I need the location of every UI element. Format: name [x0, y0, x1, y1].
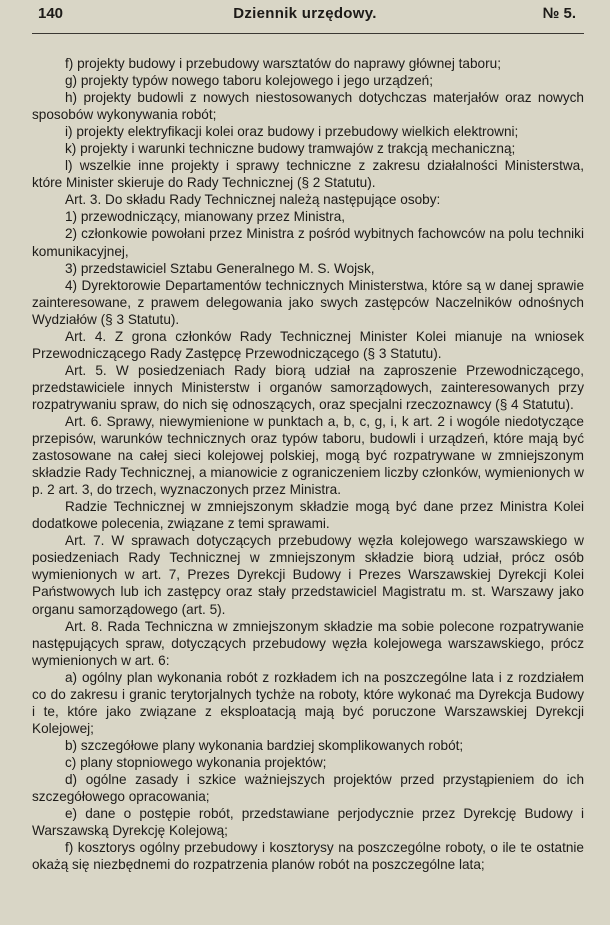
paragraph: 4) Dyrektorowie Departamentów technicznych Ministerstwa, które są w danej sprawie zainteresowane, z prawem delegowania jako swych zastępców Naczelników odnośnych Wydziałów (§ 3 Statutu). [32, 277, 584, 327]
paragraph: 3) przedstawiciel Sztabu Generalnego M. S. Wojsk, [65, 260, 375, 276]
article-heading: Art. 3. Do składu Rady Technicznej należą następujące osoby: [65, 192, 441, 208]
paragraph: a) ogólny plan wykonania robót z rozkładem ich na poszczególne lata i z rozdziałem co do zakresu i granic terytorjalnych tychże na roboty, które wykonać ma Dyrekcja Budowy i te, które jako związane z eksploatacją mają być poruczone Warszawskiej Dyrekcji Kolejowej; [32, 669, 584, 736]
issue-number: № 5. [542, 5, 576, 22]
paragraph: k) projekty i warunki techniczne budowy tramwajów z trakcją mechaniczną; [65, 141, 516, 157]
article-paragraph: Art. 7. W sprawach dotyczących przebudowy węzła kolejowego warszawskiego w posiedzeniach Rady Technicznej w zmniejszonym składzie biorą udział, prócz osób wymienionych w art. 7, Prezes Dyrekcji Budowy i Prezes Warszawskiej Dyrekcji Kolei Państwowych lub ich zastępcy oraz stały przedstawiciel Magistratu m. st. Warszawy jako organu samorządowego (art. 5). [32, 533, 584, 617]
paragraph: e) dane o postępie robót, przedstawiane perjodycznie przez Dyrekcję Budowy i Warszawską Dyrekcję Kolejową; [32, 806, 584, 839]
article-paragraph: Art. 4. Z grona członków Rady Technicznej Minister Kolei mianuje na wniosek Przewodniczącego Rady Zastępcę Przewodniczącego (§ 3 Statutu). [32, 328, 584, 361]
paragraph: c) plany stopniowego wykonania projektów; [65, 754, 327, 770]
paragraph: 1) przewodniczący, mianowany przez Ministra, [65, 209, 346, 225]
article-paragraph: Art. 5. W posiedzeniach Rady biorą udział na zaproszenie Przewodniczącego, przedstawiciele innych Ministerstw i organów samorządowych, zainteresowanych przy rozpatrywaniu spraw, do nich się odnoszących, oraz specjalni rzeczoznawcy (§ 4 Statutu). [32, 362, 584, 412]
paragraph: l) wszelkie inne projekty i sprawy techniczne z zakresu działalności Ministerstwa, które Minister skieruje do Rady Technicznej (§ 2 Statutu). [32, 158, 584, 191]
paragraph: Radzie Technicznej w zmniejszonym składzie mogą być dane przez Ministra Kolei dodatkowe polecenia, związane z temi sprawami. [32, 499, 584, 532]
article-paragraph: Art. 8. Rada Techniczna w zmniejszonym składzie ma sobie polecone rozpatrywanie następujących spraw, dotyczących przebudowy węzła kolejowega warszawskiego, prócz wymienionych w art. 6: [32, 618, 584, 668]
paragraph: b) szczegółowe plany wykonania bardziej skomplikowanych robót; [65, 737, 464, 753]
document-body [32, 55, 584, 873]
paragraph: f) projekty budowy i przebudowy warsztatów do naprawy głównej taboru; [65, 56, 501, 71]
journal-title: Dziennik urzędowy. [233, 5, 377, 22]
page-header [0, 0, 610, 30]
paragraph: 2) członkowie powołani przez Ministra z pośród wybitnych fachowców na polu techniki komunikacyjnej, [32, 226, 584, 259]
paragraph: g) projekty typów nowego taboru kolejowego i jego urządzeń; [65, 73, 434, 89]
paragraph: i) projekty elektryfikacji kolei oraz budowy i przebudowy wielkich elektrowni; [65, 124, 519, 140]
paragraph: d) ogólne zasady i szkice ważniejszych projektów przed przystąpieniem do ich szczegółowego opracowania; [32, 771, 584, 805]
header-rule [32, 33, 584, 34]
page-number: 140 [38, 5, 64, 22]
article-paragraph: Art. 6. Sprawy, niewymienione w punktach a, b, c, g, i, k art. 2 i wogóle niedotyczące przepisów, warunków technicznych oraz typów taboru, budowli i urządzeń, które mają być zastosowane na całej sieci kolejowej polskiej, mogą być rozpatrywane w zmniejszonym składzie Rady Technicznej, a mianowicie z ograniczeniem liczby członków, wymienionych w p. 2 art. 3, do trzech, wyznaczonych przez Ministra. [32, 413, 584, 498]
paragraph: h) projekty budowli z nowych niestosowanych dotychczas materjałów oraz nowych sposobów wykonywania robót; [32, 90, 584, 123]
paragraph: f) kosztorys ogólny przebudowy i kosztorysy na poszczególne roboty, o ile te ostatnie okażą się niezbędnemi do rozpatrzenia planów robót na poszczególne lata; [32, 840, 584, 873]
